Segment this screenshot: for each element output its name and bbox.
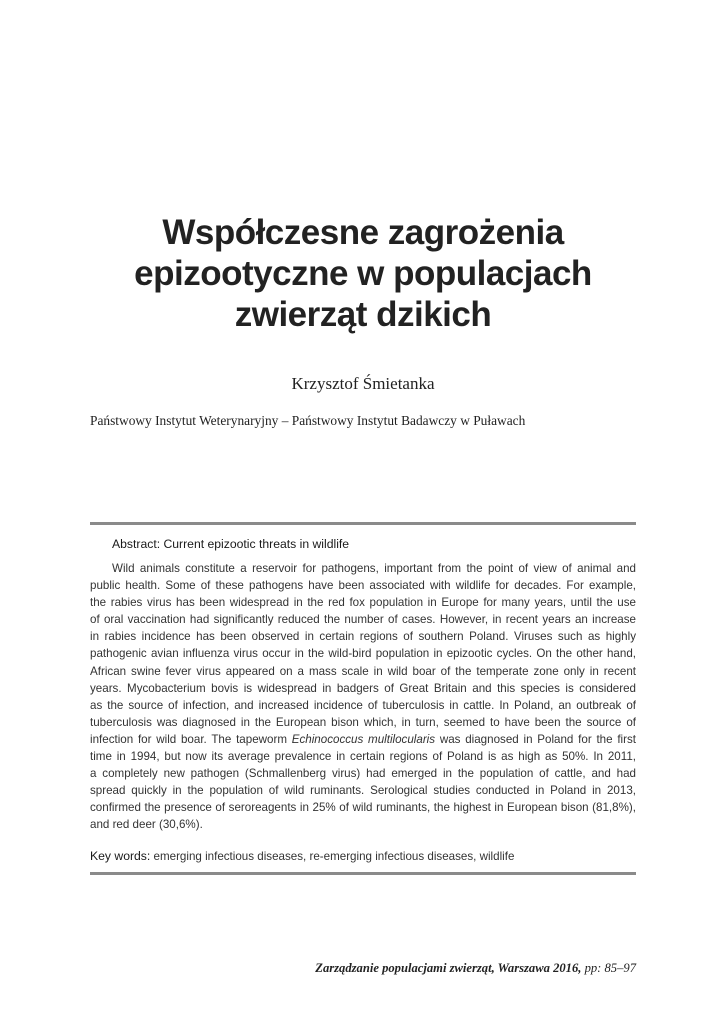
abstract-line: the rabies virus has been widespread in the red fox population in Europe for many years, until the use bbox=[90, 596, 636, 610]
author-name: Krzysztof Śmietanka bbox=[291, 374, 435, 393]
abstract-line: and red deer (30,6%). bbox=[90, 818, 203, 832]
abstract-line: confirmed the presence of seroreagents in 25% of wild ruminants, the highest in European bison (81,8%), bbox=[90, 801, 636, 815]
abstract-line: pathogenic avian influenza virus occur in the wild-bird population in epizootic cycles. On the other hand, bbox=[90, 647, 636, 661]
citation-footer bbox=[315, 961, 636, 976]
abstract-body bbox=[90, 560, 636, 834]
abstract-line: Wild animals constitute a reservoir for pathogens, important from the point of view of animal and bbox=[112, 562, 636, 575]
paper-title bbox=[90, 212, 636, 335]
abstract-line: as the source of infection, and increased incidence of tuberculosis in cattle. In Poland, an outbreak of bbox=[90, 698, 636, 712]
abstract-line bbox=[90, 731, 636, 748]
author-affiliation: Państwowy Instytut Weterynaryjny – Państwowy Instytut Badawczy w Puławach bbox=[90, 413, 526, 428]
abstract-line: a completely new pathogen (Schmallenberg virus) had emerged in the population of cattle, and had bbox=[90, 767, 636, 781]
abstract-line: spread quickly in the population of wild ruminants. Serological studies conducted in Poland in 2013, bbox=[90, 784, 636, 798]
abstract-line: tuberculosis was diagnosed in the European bison which, in turn, seemed to have been the source of bbox=[90, 715, 636, 729]
species-name: Echinococcus multilocularis bbox=[291, 732, 436, 746]
keywords-label: Key words: bbox=[90, 849, 151, 863]
page-range: pp: 85–97 bbox=[581, 961, 636, 975]
title-line: zwierząt dzikich bbox=[234, 295, 492, 334]
abstract-line: in rabies incidence has been observed in certain regions of southern Poland. Viruses such as highly bbox=[90, 630, 636, 644]
abstract-text: infection for wild boar. The tapeworm bbox=[90, 732, 292, 746]
abstract-line: of oral vaccination had significantly reduced the number of cases. However, in recent years an increase bbox=[90, 613, 636, 627]
journal-name: Zarządzanie populacjami zwierząt, Warszawa 2016, bbox=[315, 961, 582, 975]
abstract-line: African swine fever virus appeared on a mass scale in wild boar of the temperate zone only in recent bbox=[90, 664, 636, 678]
abstract-line: public health. Some of these pathogens have been associated with wildlife for decades. For example, bbox=[90, 579, 636, 593]
bottom-divider bbox=[90, 872, 636, 875]
title-line: Współczesne zagrożenia bbox=[162, 213, 564, 252]
top-divider bbox=[90, 522, 636, 525]
abstract-line: time in 1994, but now its average prevalence in certain regions of Poland is as high as 50%. In 2011, bbox=[90, 750, 636, 764]
abstract-heading: Abstract: Current epizootic threats in wildlife bbox=[112, 537, 350, 551]
keywords bbox=[90, 849, 514, 863]
title-line: epizootyczne w populacjach bbox=[134, 254, 592, 293]
abstract-text: was diagnosed in Poland for the first bbox=[435, 732, 637, 746]
keywords-text: emerging infectious diseases, re-emerging infectious diseases, wildlife bbox=[150, 850, 515, 863]
abstract-line: years. Mycobacterium bovis is widespread in badgers of Great Britain and this species is considered bbox=[90, 681, 636, 695]
